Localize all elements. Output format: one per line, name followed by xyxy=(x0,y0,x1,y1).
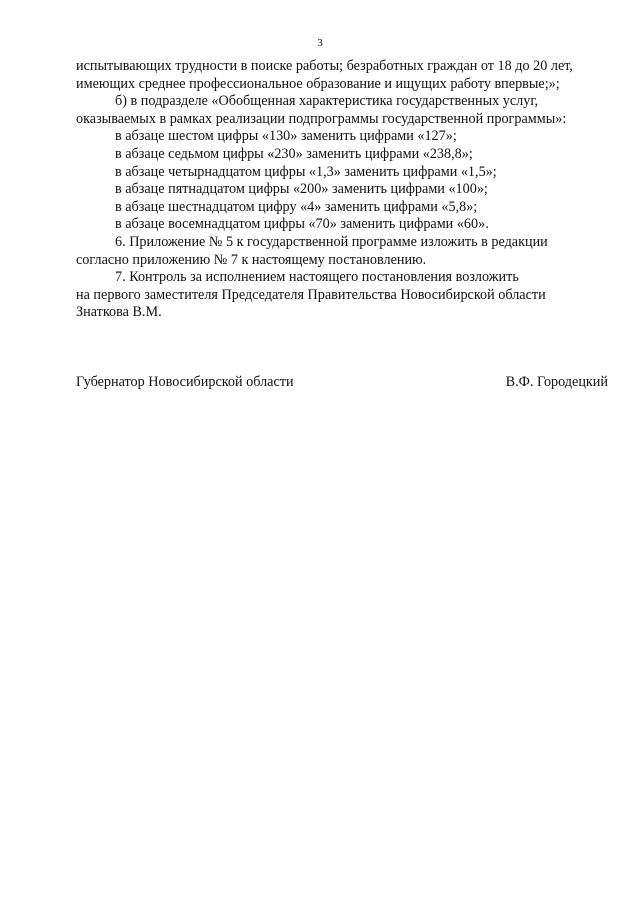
amendment-item: в абзаце пятнадцатом цифры «200» заменить цифрами «100»; xyxy=(115,181,488,198)
amendment-item: в абзаце восемнадцатом цифры «70» заменить цифрами «60». xyxy=(115,216,489,233)
item-b-continuation xyxy=(76,111,608,129)
item-6-line-1: 6. Приложение № 5 к государственной программе изложить в редакции xyxy=(115,233,548,250)
intro-line-1: испытывающих трудности в поиске работы; безработных граждан от 18 до 20 лет, xyxy=(76,58,573,74)
item-b-line-2: оказываемых в рамках реализации подпрограммы государственной программы»: xyxy=(76,110,567,127)
item-7-line-2: на первого заместителя Председателя Правительства Новосибирской области xyxy=(76,286,546,303)
document-body xyxy=(76,58,608,322)
intro-line-2: имеющих среднее профессиональное образование и ищущих работу впервые;»; xyxy=(76,75,560,92)
item-7-line-1: 7. Контроль за исполнением настоящего постановления возложить xyxy=(115,269,519,286)
signatory-title: Губернатор Новосибирской области xyxy=(76,374,294,390)
intro-paragraph xyxy=(76,58,608,93)
item-b-paragraph xyxy=(76,93,608,111)
item-6-paragraph xyxy=(76,234,608,252)
item-b-line-1: б) в подразделе «Обобщенная характеристика государственных услуг, xyxy=(115,93,539,110)
item-7-continuation xyxy=(76,287,608,322)
amendment-item: в абзаце четырнадцатом цифры «1,3» заменить цифрами «1,5»; xyxy=(115,163,497,180)
item-6-line-2: согласно приложению № 7 к настоящему постановлению. xyxy=(76,251,427,268)
item-6-continuation xyxy=(76,252,608,270)
signatory-name: В.Ф. Городецкий xyxy=(505,374,608,390)
item-7-line-3: Знаткова В.М. xyxy=(76,304,162,321)
page-number: 3 xyxy=(317,37,323,49)
item-7-paragraph xyxy=(76,269,608,287)
amendment-item: в абзаце шестнадцатом цифру «4» заменить цифрами «5,8»; xyxy=(115,198,478,215)
amendment-item: в абзаце шестом цифры «130» заменить цифрами «127»; xyxy=(115,128,457,145)
amendment-item: в абзаце седьмом цифры «230» заменить цифрами «238,8»; xyxy=(115,145,473,162)
